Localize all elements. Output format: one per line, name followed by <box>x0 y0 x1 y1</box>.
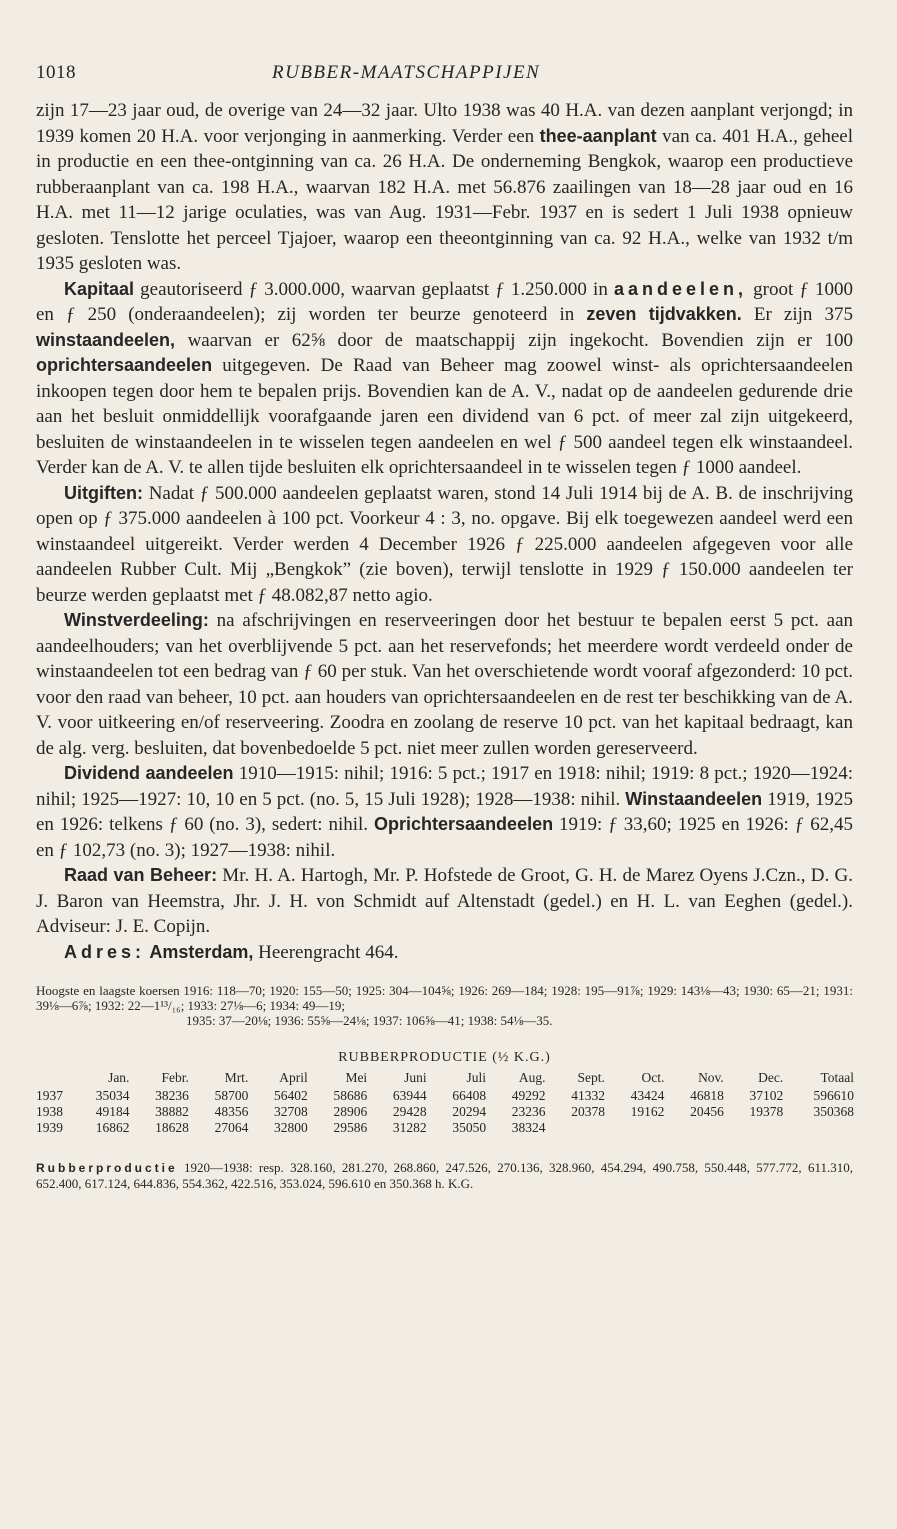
page-number: 1018 <box>36 62 76 83</box>
table-cell: 66408 <box>452 1088 487 1103</box>
rubberproductie-paragraph: Rubberproductie 1920—1938: resp. 328.160, 281.270, 268.860, 247.526, 270.136, 328.960, 454.294, 490.758, 550.448, 577.772, 611.310, 652.400, 617.124, 644.836, 554.362, 422.516, 353.024, 596.610 en 350.368 h. K.G. <box>36 1160 853 1191</box>
table-cell: 48356 <box>214 1104 249 1119</box>
table-cell: 27064 <box>214 1120 249 1135</box>
table-cell: 32708 <box>274 1104 308 1119</box>
table-cell: 63944 <box>392 1088 427 1103</box>
table-cell: 46818 <box>690 1088 724 1103</box>
table-cell: 58686 <box>333 1088 368 1103</box>
dividend-paragraph: Dividend aandeelen 1910—1915: nihil; 1916: 5 pct.; 1917 en 1918: nihil; 1919: 8 pct.; 1920—1924: nihil; 1925—1927: 10, 10 en 5 pct. (no. 5, 15 Juli 1928); 1928—1938: nihil. Winstaandeelen 1919, 1925 en 1926: telkens ƒ 60 (no. 3), sedert: nihil. Oprichtersaandeelen 1919: ƒ 33,60; 1925 en 1926: ƒ 62,45 en ƒ 102,73 (no. 3); 1927—1938: nihil. <box>36 763 853 861</box>
table-cell: 49292 <box>511 1088 546 1103</box>
table-cell <box>666 1120 725 1136</box>
uitgiften-paragraph: Uitgiften: Nadat ƒ 500.000 aandeelen geplaatst waren, stond 14 Juli 1914 bij de A. B. de inschrijving open op ƒ 375.000 aandeelen à 100 pct. Voorkeur 4 : 3, no. opgave. Bij elk toegewezen aandeel werd een winstaandeel uitgereikt. Verder werden 4 December 1926 ƒ 225.000 aandeelen afgegeven voor alle aandeelen Rubber Cult. Mij „Bengkok” (zie boven), terwijl tenslotte in 1929 ƒ 150.000 aandeelen ter beurze werden geplaatst met ƒ 48.082,87 netto agio. <box>36 482 853 606</box>
table-cell: 29428 <box>392 1104 427 1119</box>
table-row <box>36 1120 856 1136</box>
column-header: Oct. <box>641 1070 665 1085</box>
table-cell: 58700 <box>214 1088 249 1103</box>
table-cell: 1938 <box>36 1104 63 1119</box>
thee-aanplant-term: thee-aanplant <box>539 125 657 146</box>
page-header <box>36 62 853 92</box>
table-cell: 1937 <box>36 1088 63 1103</box>
column-header: Juni <box>404 1070 427 1085</box>
kapitaal-label: Kapitaal <box>64 278 135 299</box>
raad-label: Raad van Beheer: <box>64 865 218 885</box>
kapitaal-paragraph: Kapitaal geautoriseerd ƒ 3.000.000, waarvan geplaatst ƒ 1.250.000 in aandeelen, groot ƒ 1000 en ƒ 250 (onderaandeelen); zij worden ter beurze genoteerd in zeven tijdvakken. Er zijn 375 winstaandeelen, waarvan er 62⅝ door de maatschappij zijn ingekocht. Bovendien zijn er 100 oprichtersaandeelen uitgegeven. De Raad van Beheer mag zoowel winst- als oprichtersaandeelen inkoopen tegen door hem te bepalen prijs. Bovendien kan de A. V., nadat op de aandeelen gedurende drie aan het besluit onmiddellijk voorafgaande jaren een dividend van 6 pct. of meer zal zijn uitgekeerd, besluiten de winstaandeelen in te wisselen tegen aandeelen en wel ƒ 500 aandeel tegen elk winstaandeel. Verder kan de A. V. te allen tijde besluiten elk oprichtersaandeel in te wisselen tegen ƒ 1000 aandeel. <box>36 278 853 478</box>
column-header: Aug. <box>518 1070 546 1085</box>
column-header: Dec. <box>758 1070 784 1085</box>
table-cell: 20294 <box>452 1104 487 1119</box>
table-row <box>36 1104 856 1120</box>
table-cell: 19162 <box>630 1104 665 1119</box>
table-cell: 37102 <box>749 1088 784 1103</box>
column-header: Mei <box>345 1070 368 1085</box>
table-cell: 56402 <box>274 1088 308 1103</box>
table-cell: 38324 <box>511 1120 546 1135</box>
table-cell: 20456 <box>690 1104 724 1119</box>
intro-paragraph: zijn 17—23 jaar oud, de overige van 24—32 jaar. Ulto 1938 was 40 H.A. van dezen aanplant verjongd; in 1939 komen 20 H.A. voor verjonging in aanmerking. Verder een thee-aanplant van ca. 401 H.A., geheel in productie en een thee-ontginning van ca. 26 H.A. De onderneming Bengkok, waarop een productieve rubberaanplant van ca. 198 H.A., waarvan 182 H.A. met 56.876 zaailingen van 18—28 jaar oud en 16 H.A. met 11—12 jarige oculaties, was van Aug. 1931—Febr. 1937 en is sedert 1 Juli 1938 opnieuw gesloten. Tenslotte het perceel Tjajoer, waarop een theeontginning van ca. 92 H.A., welke van 1932 t/m 1935 gesloten was. <box>36 100 853 274</box>
table-cell <box>548 1120 607 1136</box>
column-header: Totaal <box>820 1070 854 1085</box>
production-table-title: RUBBERPRODUCTIE (½ K.G.) <box>338 1050 551 1065</box>
column-header <box>36 1070 72 1088</box>
column-header: April <box>279 1070 308 1085</box>
adres-paragraph: Adres: Amsterdam, Heerengracht 464. <box>64 941 399 963</box>
koersen-line: 1935: 37—20⅛; 1936: 55⅝—24⅛; 1937: 106⅝—41; 1938: 54⅛—35. <box>186 1013 553 1028</box>
koersen-line: Hoogste en laagste koersen 1916: 118—70; 1920: 155—50; 1925: 304—104⅝; 1926: 269—184; 1928: 195—91⅞; 1929: 143⅛—43; 1930: 65—21; 1931: 39⅛—6⅞; 1932: 22—1¹³/₁₆; 1933: 27⅛—6; 1934: 49—19; <box>36 983 853 1013</box>
table-cell: 28906 <box>333 1104 368 1119</box>
table-cell: 18628 <box>155 1120 189 1135</box>
column-header: Juli <box>466 1070 487 1085</box>
table-cell: 38236 <box>155 1088 189 1103</box>
column-header: Sept. <box>577 1070 605 1085</box>
adres-label: Adres: <box>64 941 146 962</box>
koersen-block <box>36 983 853 1028</box>
column-header: Jan. <box>108 1070 130 1085</box>
table-cell: 350368 <box>813 1104 854 1119</box>
raad-paragraph: Raad van Beheer: Mr. H. A. Hartogh, Mr. P. Hofstede de Groot, G. H. de Marez Oyens J.Czn., D. G. J. Baron van Heemstra, Jhr. J. H. von Schmidt auf Altenstadt (gedel.) en H. L. van Eeghen (gedel.). Adviseur: J. E. Copijn. <box>36 865 853 937</box>
running-title: RUBBER-MAATSCHAPPIJEN <box>272 62 541 83</box>
table-cell: 596610 <box>813 1088 854 1103</box>
body-text <box>36 98 853 965</box>
table-cell: 1939 <box>36 1120 63 1135</box>
table-row <box>36 1088 856 1104</box>
table-cell: 20378 <box>571 1104 605 1119</box>
table-cell: 41332 <box>571 1088 605 1103</box>
table-cell: 43424 <box>630 1088 665 1103</box>
winstverdeeling-paragraph: Winstverdeeling: na afschrijvingen en reserveeringen door het bestuur te bepalen eerst 5 pct. aan aandeelhouders; van het overblijvende 5 pct. aan het reservefonds; het meerdere wordt verdeeld onder de winstaandeelen tot een bedrag van ƒ 60 per stuk. Van het overschietende wordt vooraf afgezonderd: 10 pct. voor den raad van beheer, 10 pct. aan houders van oprichtersaandeelen en de rest ter beschikking van de A. V. voor uitkeering en/of reserveering. Zoodra en zoolang de reserve 10 pct. van het kapitaal bedraagt, kan de alg. verg. besluiten, dat bovenbedoelde 5 pct. niet meer zullen worden gereserveerd. <box>36 610 853 759</box>
rubberproductie-label: Rubberproductie <box>36 1161 178 1175</box>
winstverdeeling-label: Winstverdeeling: <box>64 610 209 630</box>
table-cell: 38882 <box>155 1104 189 1119</box>
table-cell <box>785 1120 856 1136</box>
table-cell <box>726 1120 785 1136</box>
production-table <box>36 1070 856 1136</box>
table-cell: 29586 <box>333 1120 368 1135</box>
table-cell: 23236 <box>511 1104 546 1119</box>
column-header: Mrt. <box>224 1070 249 1085</box>
column-header: Febr. <box>161 1070 189 1085</box>
column-header: Nov. <box>698 1070 724 1085</box>
table-cell: 19378 <box>749 1104 784 1119</box>
table-cell <box>607 1120 666 1136</box>
production-header-row <box>36 1070 856 1088</box>
table-cell: 31282 <box>392 1120 427 1135</box>
dividend-label: Dividend aandeelen <box>64 763 234 783</box>
uitgiften-label: Uitgiften: <box>64 482 143 503</box>
table-cell: 49184 <box>95 1104 130 1119</box>
table-cell: 35050 <box>452 1120 487 1135</box>
table-cell: 32800 <box>274 1120 308 1135</box>
table-cell: 16862 <box>95 1120 130 1135</box>
table-cell: 35034 <box>95 1088 130 1103</box>
